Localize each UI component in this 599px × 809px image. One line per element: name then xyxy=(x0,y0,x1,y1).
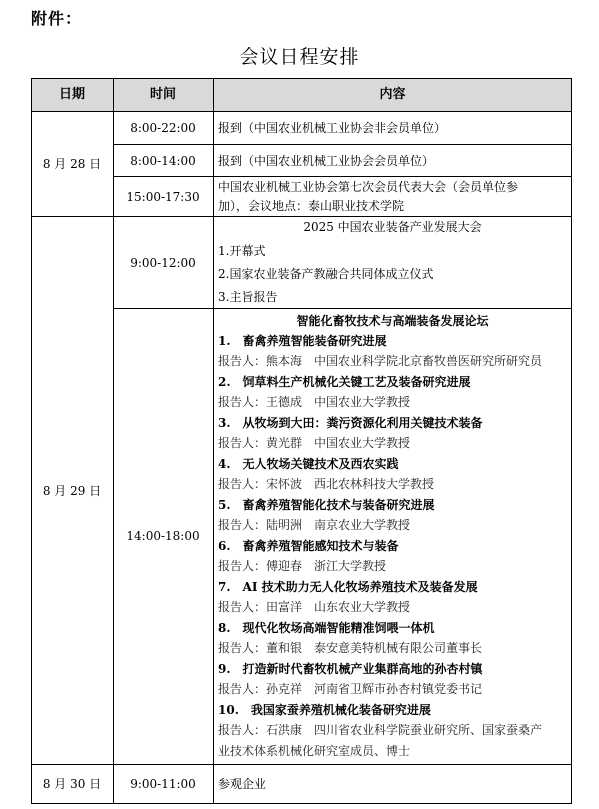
talk-speaker: 报告人：熊本海 中国农业科学院北京畜牧兽医研究所研究员 xyxy=(218,354,543,368)
talk-speaker: 报告人：黄光群 中国农业大学教授 xyxy=(218,436,411,450)
date-aug-28: 8 月 28 日 xyxy=(42,157,102,171)
date-aug-29: 8 月 29 日 xyxy=(42,484,102,498)
talk-title: 8. 现代化牧场高端智能精准饲喂一体机 xyxy=(218,621,435,635)
schedule-item: 中国农业机械工业协会第七次会员代表大会（会员单位参 xyxy=(218,180,519,194)
talk-speaker: 报告人：孙克祥 河南省卫辉市孙杏村镇党委书记 xyxy=(218,682,483,696)
talk-title: 7. AI 技术助力无人化牧场养殖技术及装备发展 xyxy=(218,580,478,594)
talk-title: 9. 打造新时代畜牧机械产业集群高地的孙杏村镇 xyxy=(218,662,483,676)
date-aug-30: 8 月 30 日 xyxy=(42,777,102,791)
talk-speaker: 报告人：石洪康 四川省农业科学院蚕业研究所、国家蚕桑产 xyxy=(218,723,543,737)
header-time: 时间 xyxy=(149,87,176,102)
schedule-item: 参观企业 xyxy=(218,777,267,791)
time-slot: 8:00-22:00 xyxy=(130,121,196,135)
agenda-item: 2.国家农业装备产教融合共同体成立仪式 xyxy=(218,267,434,281)
talk-speaker-continued: 业技术体系机械化研究室成员、博士 xyxy=(218,744,411,758)
schedule-item: 报到（中国农业机械工业协会会员单位） xyxy=(218,154,435,168)
talk-speaker: 报告人：董和银 泰安意美特机械有限公司董事长 xyxy=(218,641,483,655)
time-slot: 8:00-14:00 xyxy=(130,154,196,168)
header-content: 内容 xyxy=(379,87,406,102)
time-slot: 9:00-11:00 xyxy=(130,777,196,791)
talk-title: 1. 畜禽养殖智能装备研究进展 xyxy=(218,334,387,348)
header-date: 日期 xyxy=(58,87,85,102)
talk-speaker: 报告人：宋怀波 西北农林科技大学教授 xyxy=(218,477,435,491)
talk-speaker: 报告人：陆明洲 南京农业大学教授 xyxy=(218,518,411,532)
time-slot: 15:00-17:30 xyxy=(126,190,200,204)
talk-title: 2. 饲草料生产机械化关键工艺及装备研究进展 xyxy=(218,375,471,389)
time-slot: 9:00-12:00 xyxy=(130,256,196,270)
agenda-item: 1.开幕式 xyxy=(218,244,266,258)
time-slot: 14:00-18:00 xyxy=(126,529,200,543)
schedule-item: 报到（中国农业机械工业协会非会员单位） xyxy=(218,121,447,135)
page-title: 会议日程安排 xyxy=(239,46,360,68)
talk-title: 3. 从牧场到大田：粪污资源化利用关键技术装备 xyxy=(218,416,483,430)
talk-title: 10. 我国家蚕养殖机械化装备研究进展 xyxy=(218,703,431,717)
talk-speaker: 报告人：傅迎春 浙江大学教授 xyxy=(218,559,387,573)
talk-title: 6. 畜禽养殖智能感知技术与装备 xyxy=(218,539,399,553)
forum-heading: 智能化畜牧技术与高端装备发展论坛 xyxy=(296,314,489,328)
session-heading: 2025 中国农业装备产业发展大会 xyxy=(303,220,482,234)
attachment-label: 附件： xyxy=(31,9,83,28)
agenda-item: 3.主旨报告 xyxy=(218,290,278,304)
talk-title: 4. 无人牧场关键技术及西农实践 xyxy=(218,457,399,471)
talk-speaker: 报告人：田富洋 山东农业大学教授 xyxy=(218,600,411,614)
talk-title: 5. 畜禽养殖智能化技术与装备研究进展 xyxy=(218,498,435,512)
schedule-item-continued: 加），会议地点：泰山职业技术学院 xyxy=(218,199,405,213)
talk-speaker: 报告人：王德成 中国农业大学教授 xyxy=(218,395,411,409)
